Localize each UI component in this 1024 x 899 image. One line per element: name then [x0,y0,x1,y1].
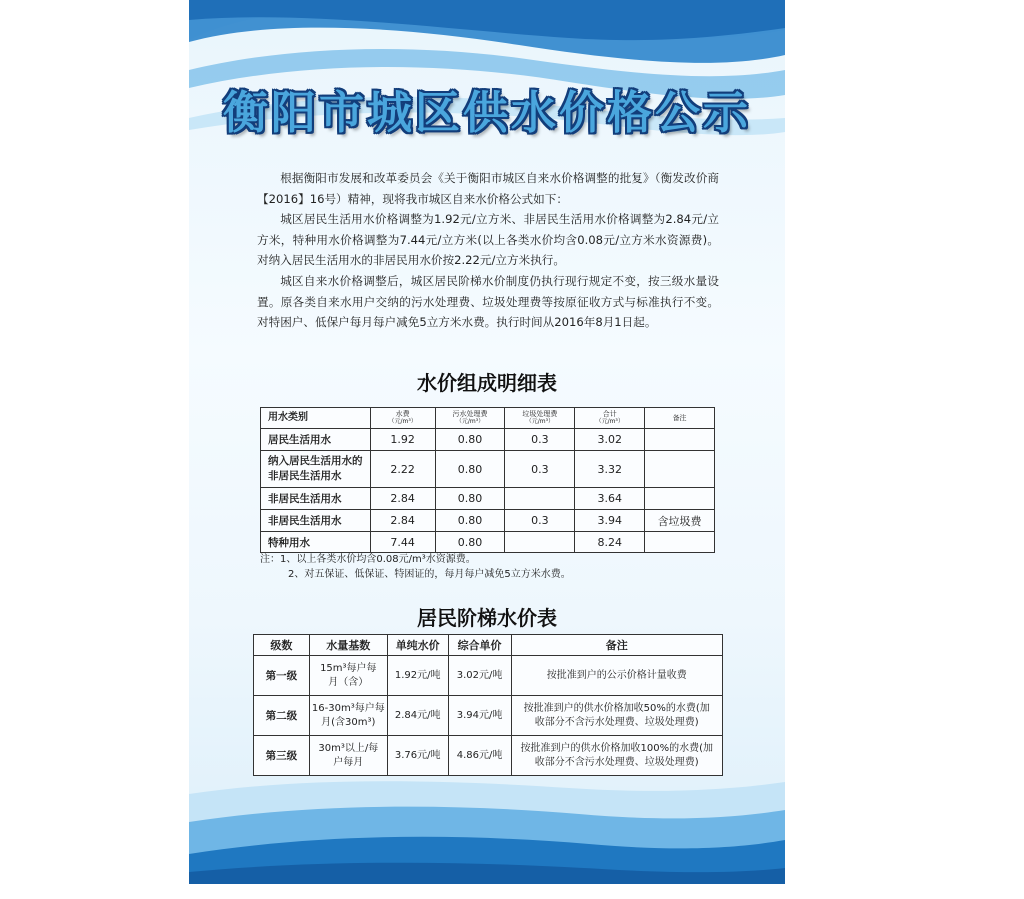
cell-remark [645,429,715,451]
cell-remark: 按批准到户的供水价格加收100%的水费(加收部分不含污水处理费、垃圾处理费) [511,736,723,776]
poster-title: 衡阳市城区供水价格公示 [222,86,751,139]
cell-base-price: 7.44 [370,532,435,553]
cell-category: 非居民生活用水 [261,510,371,532]
cell-garbage [505,488,575,510]
cell-total: 3.02 [575,429,645,451]
cell-category: 特种用水 [261,532,371,553]
bottom-wave-decoration [189,774,785,884]
header-level: 级数 [254,635,310,656]
table-row [261,510,715,532]
price-composition-table [260,407,715,553]
cell-sewage: 0.80 [435,451,505,488]
intro-text [257,168,719,333]
cell-level: 第一级 [254,656,310,696]
cell-total-price: 3.02元/吨 [448,656,511,696]
tiered-price-table [253,634,723,776]
table-notes [260,552,730,582]
cell-garbage: 0.3 [505,429,575,451]
table-row [261,532,715,553]
cell-level: 第二级 [254,696,310,736]
cell-sewage: 0.80 [435,510,505,532]
cell-total-price: 4.86元/吨 [448,736,511,776]
cell-volume: 16-30m³每户每月(含30m³) [309,696,387,736]
cell-garbage [505,532,575,553]
cell-total: 3.94 [575,510,645,532]
cell-category: 居民生活用水 [261,429,371,451]
table-row [261,451,715,488]
header-unit-price: 单纯水价 [387,635,448,656]
header-garbage: 垃圾处理费 （元/m³） [505,408,575,429]
table-header-row [254,635,723,656]
cell-remark: 含垃圾费 [645,510,715,532]
cell-garbage: 0.3 [505,510,575,532]
cell-garbage: 0.3 [505,451,575,488]
cell-total: 3.64 [575,488,645,510]
poster [189,0,785,884]
header-total-price: 综合单价 [448,635,511,656]
header-volume: 水量基数 [309,635,387,656]
tiered-price-title: 居民阶梯水价表 [417,606,557,630]
header-remark: 备注 [645,408,715,429]
cell-unit-price: 1.92元/吨 [387,656,448,696]
table-row [254,696,723,736]
cell-category: 非居民生活用水 [261,488,371,510]
cell-remark: 按批准到户的公示价格计量收费 [511,656,723,696]
intro-paragraph: 城区自来水价格调整后，城区居民阶梯水价制度仍执行现行规定不变，按三级水量设置。原各类自来水用户交纳的污水处理费、垃圾处理费等按原征收方式与标准执行不变。对特困户、低保户每月每户减免5立方米水费。执行时间从2016年8月1日起。 [257,273,719,330]
cell-remark [645,488,715,510]
cell-remark [645,532,715,553]
cell-base-price: 2.22 [370,451,435,488]
cell-unit-price: 3.76元/吨 [387,736,448,776]
cell-sewage: 0.80 [435,429,505,451]
cell-category: 纳入居民生活用水的非居民生活用水 [261,451,371,488]
cell-remark [645,451,715,488]
cell-volume: 30m³以上/每户每月 [309,736,387,776]
cell-base-price: 2.84 [370,488,435,510]
header-total: 合计 （元/m³） [575,408,645,429]
note-line: 2、对五保证、低保证、特困证的，每月每户减免5立方米水费。 [288,569,571,580]
cell-unit-price: 2.84元/吨 [387,696,448,736]
cell-base-price: 2.84 [370,510,435,532]
note-line: 注：1、以上各类水价均含0.08元/m³水资源费。 [260,554,476,565]
cell-level: 第三级 [254,736,310,776]
header-sewage: 污水处理费 （元/m³） [435,408,505,429]
price-composition-title: 水价组成明细表 [417,371,557,395]
cell-total-price: 3.94元/吨 [448,696,511,736]
header-remark: 备注 [511,635,723,656]
header-category: 用水类别 [261,408,371,429]
cell-total: 3.32 [575,451,645,488]
intro-paragraph: 城区居民生活用水价格调整为1.92元/立方米、非居民生活用水价格调整为2.84元/立方米，特种用水价格调整为7.44元/立方米(以上各类水价均含0.08元/立方米水资源费)。对纳入居民生活用水的非居民用水价按2.22元/立方米执行。 [257,212,719,268]
cell-sewage: 0.80 [435,488,505,510]
cell-base-price: 1.92 [370,429,435,451]
table-header-row [261,408,715,429]
header-base-price: 水费 （元/m³） [370,408,435,429]
intro-paragraph: 根据衡阳市发展和改革委员会《关于衡阳市城区自来水价格调整的批复》（衡发改价商【2016】16号）精神，现将我市城区自来水价格公式如下： [257,171,719,206]
table-row [254,656,723,696]
cell-total: 8.24 [575,532,645,553]
table-row [261,488,715,510]
table-row [261,429,715,451]
cell-remark: 按批准到户的供水价格加收50%的水费(加收部分不含污水处理费、垃圾处理费) [511,696,723,736]
cell-sewage: 0.80 [435,532,505,553]
table-row [254,736,723,776]
cell-volume: 15m³每户每月（含） [309,656,387,696]
